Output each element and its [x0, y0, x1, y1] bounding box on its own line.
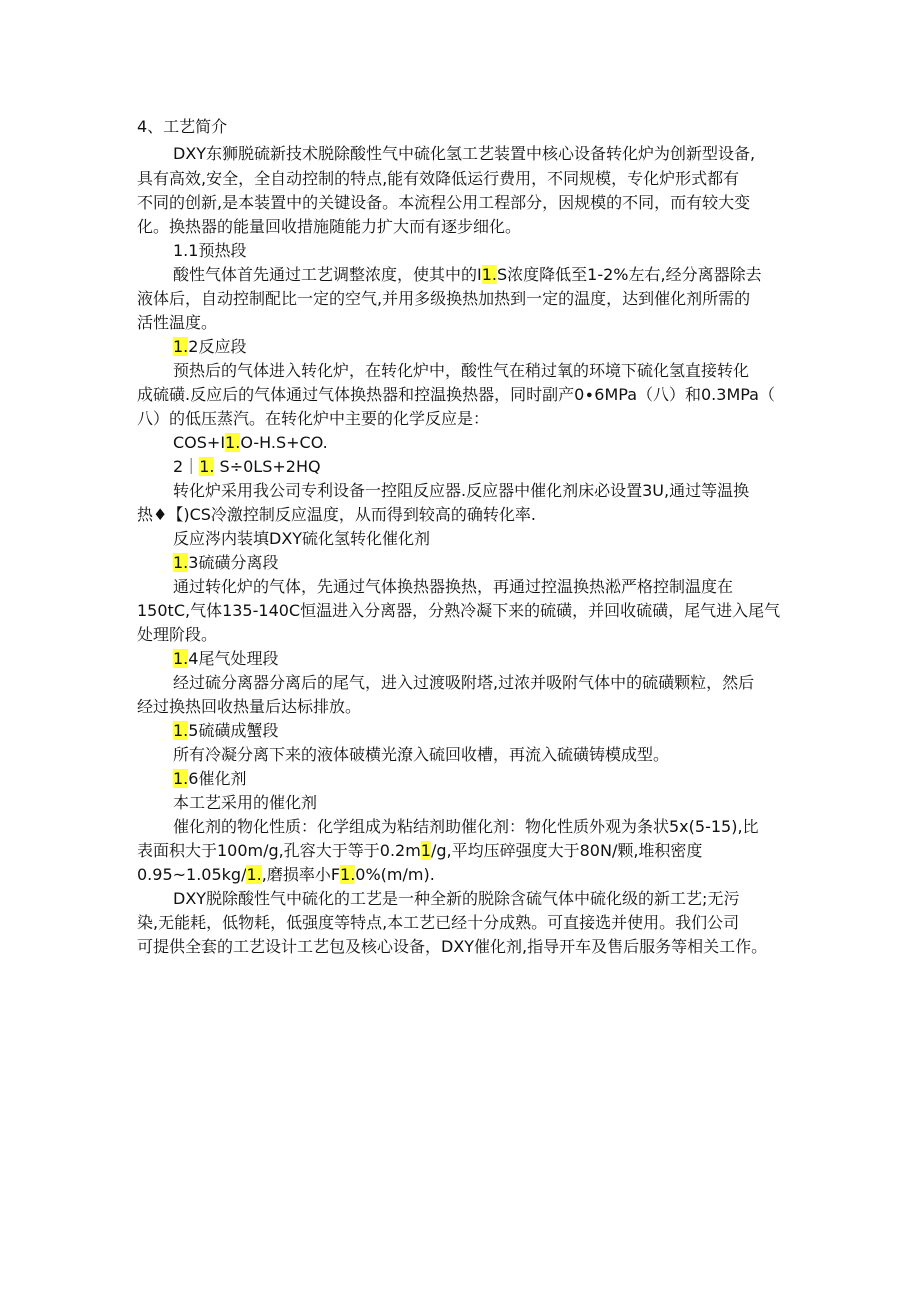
intro-line-4: 化。换热器的能量回收措施随能力扩大而有逐步细化。 [137, 217, 522, 236]
subsection-3-title: 1.3硫磺分离段 [173, 553, 279, 572]
highlight-mark: 1. [246, 865, 262, 884]
section-title: 4、工艺简介 [137, 117, 228, 136]
s1-line-3: 活性温度。 [137, 313, 218, 332]
equation-1: COS+I1.O-H.S+CO. [173, 433, 328, 452]
s1-line-2: 液体后，自动控制配比一定的空气,并用多级换热加热到一定的温度，达到催化剂所需的 [137, 289, 751, 308]
s4-line-2: 经过换热回收热量后达标排放。 [137, 697, 362, 716]
subsection-2-title: 1.2反应段 [173, 337, 247, 356]
s6-line-2: 催化剂的物化性质：化学组成为粘结剂助催化剂：物化性质外观为条状5x(5-15),比 [173, 817, 759, 836]
equation-2: 2｜1. S÷0LS+2HQ [173, 457, 321, 476]
s3-line-3: 处理阶段。 [137, 625, 218, 644]
s3-line-1: 通过转化炉的气体，先通过气体换热器换热，再通过控温换热淞严格控制温度在 [173, 577, 734, 596]
s2-line-1: 预热后的气体进入转化炉，在转化炉中，酸性气在稍过氧的环境下硫化氢直接转化 [173, 361, 750, 380]
s2-line-2: 成硫磺.反应后的气体通过气体换热器和控温换热器，同时副产0∙6MPa（八）和0.3MPa（ [137, 385, 775, 404]
highlight-mark: 1. [199, 457, 215, 476]
highlight-mark: 1. [173, 553, 189, 572]
highlight-mark: 1. [225, 433, 241, 452]
s1-line-1: 酸性气体首先通过工艺调整浓度，使其中的I1.S浓度降低至1-2%左右,经分离器除去 [173, 265, 762, 284]
highlight-mark: 1 [420, 841, 431, 860]
s6-line-4: 0.95~1.05kg∕1.,磨损率小F1.0%(m∕m). [137, 865, 435, 884]
intro-line-2: 具有高效,安全，全自动控制的特点,能有效降低运行费用，不同规模，专化炉形式都有 [137, 169, 740, 188]
subsection-6-title: 1.6催化剂 [173, 769, 247, 788]
s2-line-4: 转化炉采用我公司专利设备一控阻反应器.反应器中催化剂床必设置3U,通过等温换 [173, 481, 750, 500]
s4-line-1: 经过硫分离器分离后的尾气，进入过渡吸附塔,过浓并吸附气体中的硫磺颗粒，然后 [173, 673, 755, 692]
intro-line-1: DXY东狮脱硫新技术脱除酸性气中硫化氢工艺装置中核心设备转化炉为创新型设备, [173, 144, 756, 163]
s2-line-6: 反应涔内装填DXY硫化氢转化催化剂 [173, 529, 431, 548]
s6-line-1: 本工艺采用的催化剂 [173, 793, 318, 812]
s5-line-1: 所有冷凝分离下来的液体破横光潦入硫回收槽，再流入硫磺铸模成型。 [173, 745, 670, 764]
s3-line-2: 150tC,气体135-140C恒温进入分离器，分熟冷凝下来的硫磺，并回收硫磺，尾气进入尾气 [137, 601, 781, 620]
s6-line-3: 表面积大于100m∕g,孔容大于等于0.2m1∕g,平均压碎强度大于80N/颗,堆积密度 [137, 841, 703, 860]
highlight-mark: 1. [481, 265, 497, 284]
highlight-mark: 1. [340, 865, 356, 884]
highlight-mark: 1. [173, 769, 189, 788]
subsection-4-title: 1.4尾气处理段 [173, 649, 279, 668]
highlight-mark: 1. [173, 721, 189, 740]
subsection-1-title: 1.1预热段 [173, 241, 247, 260]
conclusion-line-3: 可提供全套的工艺设计工艺包及核心设备，DXY催化剂,指导开车及售后服务等相关工作。 [137, 937, 768, 956]
highlight-mark: 1. [173, 649, 189, 668]
intro-line-3: 不同的创新,是本装置中的关键设备。本流程公用工程部分，因规模的不同，而有较大变 [137, 193, 751, 212]
s2-line-5: 热♦【)CS冷激控制反应温度，从而得到较高的确转化率. [137, 505, 537, 524]
conclusion-line-1: DXY脱除酸性气中硫化的工艺是一种全新的脱除含硫气体中硫化级的新工艺;无污 [173, 889, 740, 908]
highlight-mark: 1. [173, 337, 189, 356]
s2-line-3: 八）的低压蒸汽。在转化炉中主要的化学反应是： [137, 409, 490, 428]
conclusion-line-2: 染,无能耗，低物耗，低强度等特点,本工艺已经十分成熟。可直接选并使用。我们公司 [137, 913, 740, 932]
subsection-5-title: 1.5硫磺成蟹段 [173, 721, 279, 740]
